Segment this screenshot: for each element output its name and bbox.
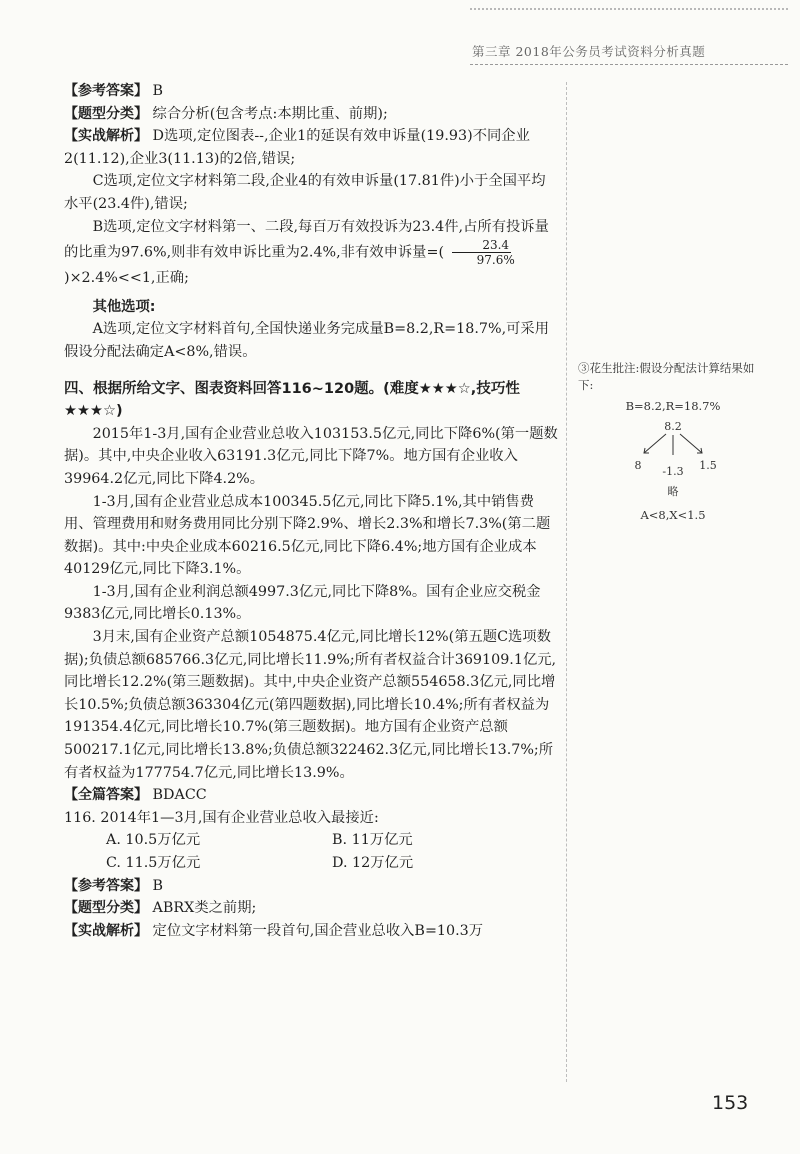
margin-note-result: A<8,X<1.5 (640, 508, 706, 522)
analysis-text: D选项,定位图表--,企业1的延误有效申诉量(19.93)不同企业2(11.12),企业3(11.13)的2倍,错误; (64, 128, 530, 167)
question-category-line-2 (64, 897, 558, 920)
option-d: D. 12万亿元 (332, 855, 414, 871)
section-heading: 四、根据所给文字、图表资料回答116~120题。(难度★★★☆,技巧性★★★☆) (64, 380, 520, 420)
fraction-denominator: 97.6% (476, 253, 515, 268)
margin-note (578, 360, 768, 524)
full-answer-line (64, 784, 558, 807)
material-paragraph-1: 2015年1-3月,国有企业营业总收入103153.5亿元,同比下降6%(第一题数据)。其中,中央企业收入63191.3亿元,同比下降7%。地方国有企业收入39964.2亿元,同比下降4.2%。 (64, 425, 558, 487)
analysis-line-2 (64, 920, 558, 943)
reference-answer-line-2 (64, 875, 558, 898)
margin-note-title: ③花生批注:假设分配法计算结果如下: (578, 361, 755, 392)
diagram-left-arrow-line (644, 434, 666, 453)
analysis-line (64, 125, 558, 170)
allocation-diagram (608, 419, 738, 505)
diagram-right-arrow-line (680, 434, 702, 453)
reference-answer-value: B (152, 83, 164, 99)
reference-answer-label: 【参考答案】 (64, 83, 148, 99)
question-category-value: 综合分析(包含考点:本期比重、前期); (152, 105, 388, 122)
fraction (446, 238, 517, 267)
question-116: 116. 2014年1—3月,国有企业营业总收入最接近: (64, 809, 379, 826)
diagram-mid-value: -1.3 (662, 465, 684, 478)
analysis-label: 【实战解析】 (64, 128, 148, 145)
diagram-omit-label: 略 (667, 485, 679, 498)
reference-answer-value-2: B (152, 877, 164, 894)
question-category-value-2: ABRX类之前期; (152, 900, 257, 917)
fraction-numerator: 23.4 (452, 238, 511, 253)
main-text-column (64, 80, 558, 942)
top-dotted-rule (470, 8, 788, 10)
reference-answer-line (64, 80, 558, 103)
diagram-right-value: 1.5 (699, 459, 717, 472)
diagram-top-value: 8.2 (664, 420, 682, 433)
analysis-label-2: 【实战解析】 (64, 922, 148, 939)
question-category-label-2: 【题型分类】 (64, 900, 148, 917)
running-header: 第三章 2018年公务员考试资料分析真题 (472, 44, 706, 59)
material-paragraph-4: 3月末,国有企业资产总额1054875.4亿元,同比增长12%(第五题C选项数据);负债总额685766.3亿元,同比增长11.9%;所有者权益合计369109.1亿元,同比增长12.2%(第三题数据)。其中,中央企业资产总额554658.3亿元,同比增长10.5%;负债总额363304亿元(第四题数据),同比增长10.4%;所有者权益为191354.4亿元,同比增长10.7%(第三题数据)。地方国有企业资产总额500217.1亿元,同比增长13.8%;负债总额322462.3亿元,同比增长13.7%;所有者权益为177754.7亿元,同比增长13.9%。 (64, 629, 557, 781)
page-number: 153 (712, 1092, 749, 1114)
option-b-text-end: )×2.4%<<1,正确; (64, 270, 189, 287)
options-row-1 (64, 829, 558, 852)
other-options-heading: 其他选项: (92, 298, 156, 315)
options-row-2 (64, 852, 558, 875)
question-category-label: 【题型分类】 (64, 105, 148, 122)
question-category-line (64, 103, 558, 126)
material-paragraph-2: 1-3月,国有企业营业总成本100345.5亿元,同比下降5.1%,其中销售费用、管理费用和财务费用同比分别下降2.9%、增长2.3%和增长7.3%(第二题数据)。其中:中央企业成本60216.5亿元,同比下降6.4%;地方国有企业成本40129亿元,同比下降3.1%。 (64, 493, 551, 578)
option-a: A. 10.5万亿元 (106, 832, 201, 849)
full-answer-label: 【全篇答案】 (64, 787, 148, 804)
reference-answer-label-2: 【参考答案】 (64, 877, 148, 894)
option-b: B. 11万亿元 (332, 832, 413, 849)
material-paragraph-3: 1-3月,国有企业利润总额4997.3亿元,同比下降8%。国有企业应交税金9383亿元,同比增长0.13%。 (64, 583, 541, 623)
option-b-text-start: B选项,定位文字材料第一、二段,每百万有效投诉为23.4件,占所有投诉量的比重为97.6%,则非有效申诉比重为2.4%,非有效申诉量=( (64, 218, 549, 261)
diagram-left-value: 8 (634, 459, 642, 472)
option-b-analysis (64, 216, 558, 290)
full-answer-value: BDACC (152, 787, 207, 804)
margin-divider (566, 82, 567, 1082)
option-c: C. 11.5万亿元 (106, 855, 201, 871)
header-rule (470, 64, 788, 65)
option-a-analysis: A选项,定位文字材料首句,全国快递业务完成量B=8.2,R=18.7%,可采用假设分配法确定A<8%,错误。 (64, 321, 550, 360)
option-c-analysis: C选项,定位文字材料第二段,企业4的有效申诉量(17.81件)小于全国平均水平(23.4件),错误; (64, 173, 546, 212)
analysis-text-2: 定位文字材料第一段首句,国企营业总收入B=10.3万 (152, 922, 484, 939)
margin-note-formula: B=8.2,R=18.7% (625, 399, 721, 413)
